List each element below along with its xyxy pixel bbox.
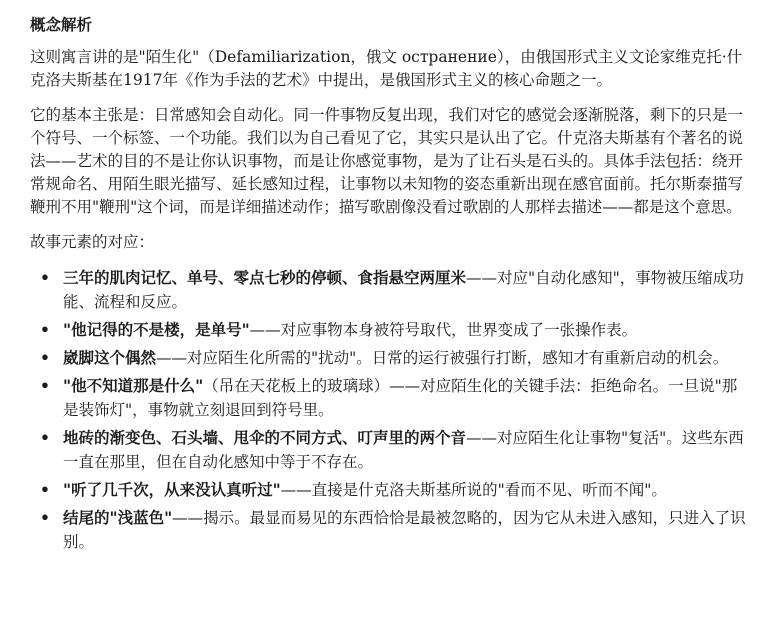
bullet-icon: • <box>40 508 50 527</box>
item-explanation: ——对应陌生化让事物"复活"。这些东西一直在那里，但在自动化感知中等于不存在。 <box>63 429 744 471</box>
list-item <box>30 506 747 554</box>
item-explanation: ——直接是什克洛夫斯基所说的"看而不见、听而不闻"。 <box>280 481 667 499</box>
bullet-icon: • <box>40 268 50 287</box>
bullet-icon: • <box>40 428 50 447</box>
item-key-phrase: "他记得的不是楼，是单号" <box>63 320 250 339</box>
item-key-phrase: 结尾的"浅蓝色" <box>63 508 173 527</box>
item-key-phrase: "他不知道那是什么" <box>63 376 204 395</box>
bullet-icon: • <box>40 348 50 367</box>
item-explanation: ——对应事物本身被符号取代，世界变成了一张操作表。 <box>249 321 638 339</box>
intro-paragraph: 这则寓言讲的是"陌生化"（Defamiliarization，俄文 остранение），由俄国形式主义文论家维克托·什克洛夫斯基在1917年《作为手法的艺术》中提出，是俄国形式主义的核心命题之一。 <box>30 48 743 89</box>
item-explanation: （吊在天花板上的玻璃球）——对应陌生化的关键手法：拒绝命名。一旦说"那是装饰灯"，事物就立刻退回到符号里。 <box>63 377 738 419</box>
bullet-icon: • <box>40 320 50 339</box>
bullet-icon: • <box>40 480 50 499</box>
item-explanation: ——揭示。最显而易见的东西恰恰是最被忽略的，因为它从未进入感知，只进入了识别。 <box>63 509 746 551</box>
list-item <box>30 426 747 474</box>
list-item <box>30 266 747 314</box>
item-key-phrase: 地砖的渐变色、石头墙、甩伞的不同方式、叮声里的两个音 <box>63 428 467 447</box>
item-explanation: ——对应陌生化所需的"扰动"。日常的运行被强行打断，感知才有重新启动的机会。 <box>156 349 729 367</box>
bullet-icon: • <box>40 376 50 395</box>
list-item <box>30 478 747 502</box>
item-key-phrase: 崴脚这个偶然 <box>63 348 157 367</box>
list-item <box>30 346 747 370</box>
section-heading: 概念解析 <box>30 16 93 34</box>
item-key-phrase: "听了几千次，从来没认真听过" <box>63 480 281 499</box>
explanation-paragraph: 它的基本主张是：日常感知会自动化。同一件事物反复出现，我们对它的感觉会逐渐脱落，剩下的只是一个符号、一个标签、一个功能。我们以为自己看见了它，其实只是认出了它。什克洛夫斯基有个著名的说法——艺术的目的不是让你认识事物，而是让你感觉事物，是为了让石头是石头的。具体手法包括：绕开常规命名、用陌生眼光描写、延长感知过程，让事物以未知物的姿态重新出现在感官面前。托尔斯泰描写鞭刑不用"鞭刑"这个词，而是详细描述动作；描写歌剧像没看过歌剧的人那样去描述——都是这个意思。 <box>30 106 744 216</box>
item-explanation: ——对应"自动化感知"，事物被压缩成功能、流程和反应。 <box>63 269 744 311</box>
list-item <box>30 318 747 342</box>
list-item <box>30 374 747 422</box>
mapping-label: 故事元素的对应： <box>30 233 155 251</box>
element-mapping-list <box>30 266 747 554</box>
item-key-phrase: 三年的肌肉记忆、单号、零点七秒的停顿、食指悬空两厘米 <box>63 268 467 287</box>
